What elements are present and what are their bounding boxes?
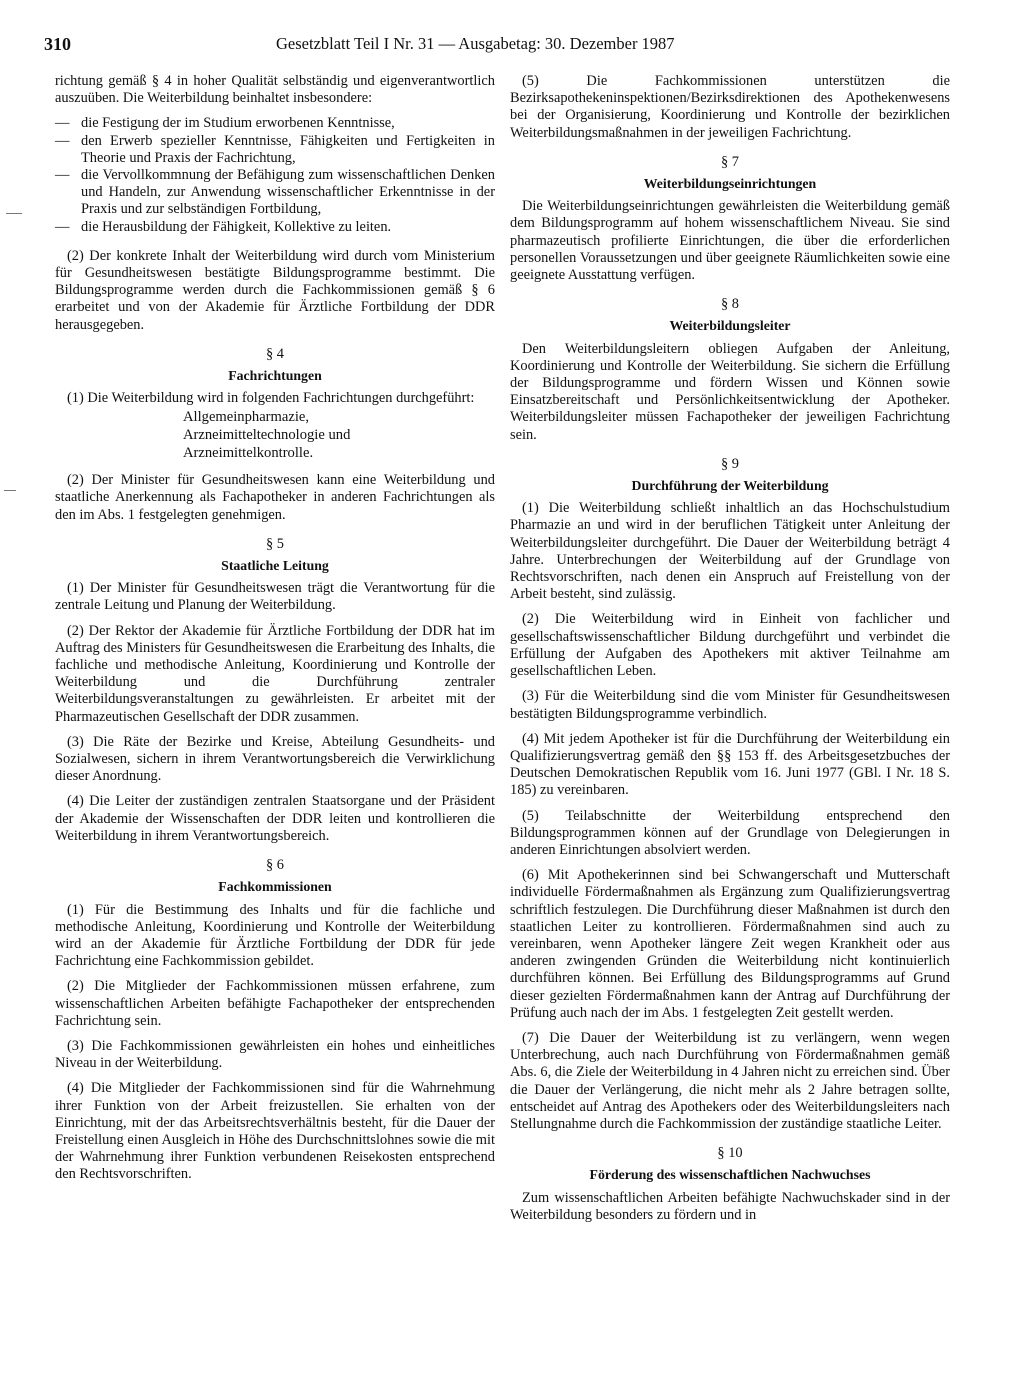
section-title: Staatliche Leitung: [221, 558, 329, 574]
paragraph: (7) Die Dauer der Weiterbildung ist zu verlängern, wenn wegen Unterbrechung, auch nach Durchführung von Fördermaßnahmen gemäß Abs. 6, die Ziele der Weiterbildung in 4 Jahren nicht zu erreichen sind. Über die Dauer der Verlängerung, die nicht mehr als 2 Jahre betragen sollte, entscheidet auf Antrag des Apothekers oder des Weiterbildungsleiters nach Stellungnahme durch die Fachkommission der zuständige staatliche Leiter.: [510, 1029, 950, 1132]
paragraph: (2) Die Weiterbildung wird in Einheit von fachlicher und gesellschaftswissenschaftlicher Bildung durchgeführt und verbindet die Erfüllung der Aufgaben des Apothekers mit aktiver Teilnahme am gesellschaftlichen Leben.: [510, 611, 950, 680]
list-item: Arzneimittelkontrolle.: [183, 444, 314, 461]
section-number: § 5: [266, 535, 284, 552]
paragraph: (3) Für die Weiterbildung sind die vom Minister für Gesundheitswesen bestätigten Bildungsprogramme verbindlich.: [510, 688, 950, 722]
fachrichtungen-list: [183, 409, 495, 462]
margin-mark: [6, 213, 22, 214]
paragraph: (5) Teilabschnitte der Weiterbildung entsprechend den Bildungsprogrammen können auf der Grundlage von Delegierungen in anderen Einrichtungen absolviert werden.: [510, 807, 950, 858]
section-number: § 8: [721, 296, 739, 313]
paragraph: (1) Der Minister für Gesundheitswesen trägt die Verantwortung für die zentrale Leitung und Planung der Weiterbildung.: [55, 580, 495, 614]
paragraph: (4) Die Mitglieder der Fachkommissionen sind für die Wahrnehmung ihrer Funktion von der Arbeit freizustellen. Sie erhalten von der Einrichtung, mit der das Arbeitsrechtsverhältnis besteht, für die Dauer der Freistellung einen Ausgleich in Höhe des Durchschnittslohnes sowie die mit der Wahrnehmung ihrer Funktion verbundenen Reisekosten entsprechend den Rechtsvorschriften.: [55, 1080, 495, 1183]
section-number: § 6: [266, 857, 284, 874]
paragraph: (2) Die Mitglieder der Fachkommissionen müssen erfahrene, zum wissenschaftlichen Arbeiten befähigte Fachapotheker der entsprechenden Fachrichtung sein.: [55, 978, 495, 1029]
section-number: § 7: [721, 153, 739, 170]
list-item: — die Festigung der im Studium erworbenen Kenntnisse,: [55, 115, 395, 132]
paragraph: (1) Die Weiterbildung wird in folgenden Fachrichtungen durchgeführt:: [67, 390, 475, 407]
list-item: — die Vervollkommnung der Befähigung zum wissenschaftlichen Denken und Handeln, zur Anwendung wissenschaftlicher Erkenntnisse in der Praxis und zur selbständigen Fortbildung,: [55, 167, 495, 218]
list-item: — den Erwerb spezieller Kenntnisse, Fähigkeiten und Fertigkeiten in Theorie und Praxis der Fachrichtung,: [55, 132, 495, 166]
right-column: [510, 73, 950, 1232]
bullet-list: [55, 115, 495, 235]
page-header: [44, 34, 724, 58]
left-column: [55, 73, 495, 1192]
page-number: 310: [44, 34, 71, 54]
paragraph: (4) Die Leiter der zuständigen zentralen Staatsorgane und der Präsident der Akademie der Wissenschaften der DDR leiten und kontrollieren die Weiterbildung in ihrem Verantwortungsbereich.: [55, 793, 495, 844]
running-head: Gesetzblatt Teil I Nr. 31 — Ausgabetag: 30. Dezember 1987: [276, 34, 675, 53]
margin-mark: [4, 490, 16, 491]
section-title: Weiterbildungseinrichtungen: [643, 176, 817, 192]
section-number: § 4: [266, 345, 284, 362]
paragraph: (1) Für die Bestimmung des Inhalts und für die fachliche und methodische Anleitung, Koordinierung und Kontrolle der Weiterbildung wird an der Akademie für Ärztliche Fortbildung der DDR für jede Fachrichtung eine Fachkommission gebildet.: [55, 901, 495, 970]
paragraph: (1) Die Weiterbildung schließt inhaltlich an das Hochschulstudium Pharmazie an und wird in der beruflichen Tätigkeit unter Anleitung der Weiterbildungsleiter durchgeführt. Die Dauer der Weiterbildung beträgt 4 Jahre. Unterbrechungen der Weiterbildung auf der Grundlage von Rechtsvorschriften, nach denen ein Anspruch auf Freistellung von der Arbeit besteht, sind zulässig.: [510, 500, 950, 603]
paragraph: (3) Die Fachkommissionen gewährleisten ein hohes und einheitliches Niveau in der Weiterbildung.: [55, 1037, 495, 1072]
section-title: Fachkommissionen: [218, 879, 332, 895]
list-item: Allgemeinpharmazie,: [183, 409, 310, 426]
paragraph: Den Weiterbildungsleitern obliegen Aufgaben der Anleitung, Koordinierung und Kontrolle der Weiterbildung. Sie sichern die Erfüllung der Bildungsprogramme und fördern Wissen und Können sowie Einsatzbereitschaft und Persönlichkeitsentwicklung der Apotheker. Weiterbildungsleiter müssen Fachapotheker der jeweiligen Fachrichtung sein.: [510, 340, 950, 443]
list-item: — die Herausbildung der Fähigkeit, Kollektive zu leiten.: [55, 218, 392, 235]
section-number: § 9: [721, 455, 739, 472]
section-number: § 10: [717, 1145, 743, 1162]
paragraph: (2) Der Rektor der Akademie für Ärztliche Fortbildung der DDR hat im Auftrag des Ministers für Gesundheitswesen die Erarbeitung des Inhalts, die fachliche und methodische Anleitung, Koordinierung und Kontrolle der Weiterbildung und die Durchführung zentraler Weiterbildungsveranstaltungen zu gewährleisten. Er arbeitet mit der Pharmazeutischen Gesellschaft der DDR zusammen.: [55, 622, 495, 725]
paragraph: (3) Die Räte der Bezirke und Kreise, Abteilung Gesundheits- und Sozialwesen, sichern in ihrem Verantwortungsbereich die Verwirklichung dieser Anordnung.: [55, 733, 495, 785]
paragraph: Die Weiterbildungseinrichtungen gewährleisten die Weiterbildung gemäß dem Bildungsprogramm auf hohem wissenschaftlichem Niveau. Sie sind pharmazeutisch profilierte Einrichtungen, die über die erforderlichen personellen Voraussetzungen und über geeignete Räumlichkeiten sowie eine geeignete Ausstattung verfügen.: [510, 198, 950, 284]
paragraph: (5) Die Fachkommissionen unterstützen die Bezirksapothekeninspektionen/Bezirksdirektionen des Apothekenwesens bei der Organisierung, Koordinierung und Kontrolle der bezirklichen Weiterbildungsmaßnahmen in der jeweiligen Fachrichtung.: [510, 73, 950, 141]
paragraph: Zum wissenschaftlichen Arbeiten befähigte Nachwuchskader sind in der Weiterbildung besonders zu fördern und in: [510, 1189, 950, 1223]
section-title: Fachrichtungen: [228, 368, 322, 384]
paragraph: (2) Der konkrete Inhalt der Weiterbildung wird durch vom Ministerium für Gesundheitswesen bestätigte Bildungsprogramme bestimmt. Die Bildungsprogramme werden durch die Fachkommissionen gemäß § 6 erarbeitet und von der Akademie für Ärztliche Fortbildung der DDR herausgegeben.: [55, 247, 495, 333]
section-title: Weiterbildungsleiter: [669, 318, 791, 334]
list-item: Arzneimitteltechnologie und: [183, 427, 351, 444]
paragraph: (6) Mit Apothekerinnen sind bei Schwangerschaft und Mutterschaft individuelle Fördermaßnahmen als Ergänzung zum Qualifizierungsvertrag schriftlich festzulegen. Die Durchführung dieser Maßnahmen ist durch den staatlichen Leiter zu kontrollieren. Fördermaßnahmen sind auch zu vereinbaren, wenn Apotheker längere Zeit wegen Krankheit oder aus anderen zwingenden Gründen die Weiterbildung nicht kontinuierlich durchführen können. Bei Erfüllung des Bildungsprogramms auf Grund dieser gezielten Fördermaßnahmen kann der Antrag auf Durchführung der Prüfung auch nach der im Abs. 1 festgelegten Zeit gestellt werden.: [510, 867, 950, 1021]
section-title: Förderung des wissenschaftlichen Nachwuchses: [589, 1167, 871, 1183]
paragraph: (4) Mit jedem Apotheker ist für die Durchführung der Weiterbildung ein Qualifizierungsvertrag gemäß den §§ 153 ff. des Arbeitsgesetzbuches der Deutschen Demokratischen Republik vom 16. Juni 1977 (GBl. I Nr. 18 S. 185) zu vereinbaren.: [510, 730, 950, 799]
intro-paragraph: richtung gemäß § 4 in hoher Qualität selbständig und eigenverantwortlich auszuüben. Die Weiterbildung beinhaltet insbesondere:: [55, 73, 495, 107]
paragraph: (2) Der Minister für Gesundheitswesen kann eine Weiterbildung und staatliche Anerkennung als Fachapotheker in anderen Fachrichtungen als den im Abs. 1 festgelegten genehmigen.: [55, 472, 495, 523]
section-title: Durchführung der Weiterbildung: [631, 478, 829, 494]
